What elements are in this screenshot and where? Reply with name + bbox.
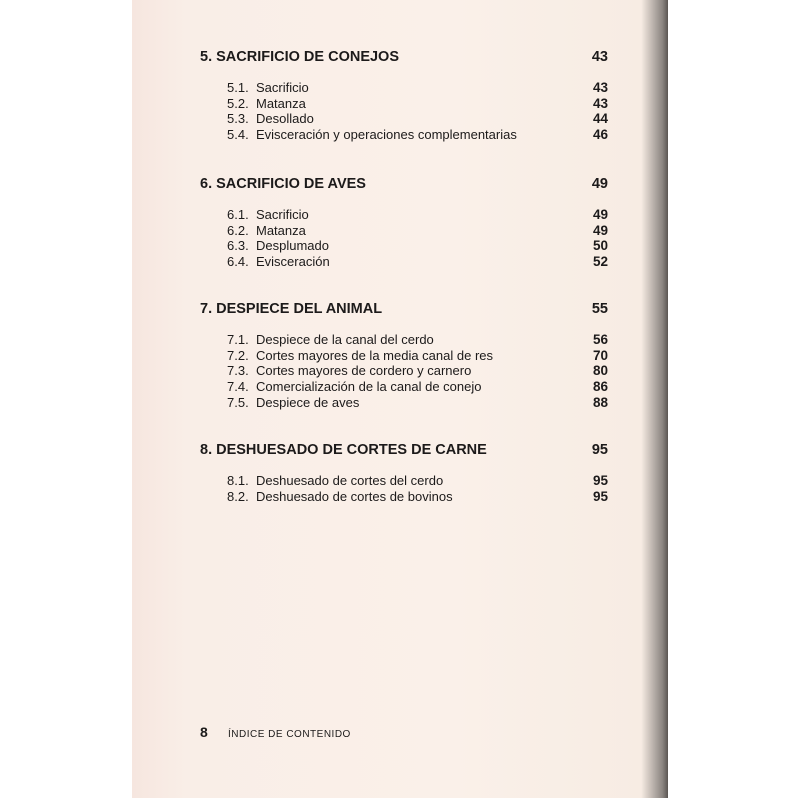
toc-entry [227,207,608,223]
entry-title: Comercialización de la canal de conejo [256,379,482,395]
entry-number: 6.2. [227,222,249,238]
toc-entry [227,363,608,379]
entry-page: 43 [592,80,608,95]
entry-page: 49 [592,222,608,238]
toc-entry [227,489,608,505]
entry-number: 7.2. [227,347,249,363]
toc-entry [227,254,608,270]
toc-entry [227,111,608,127]
entry-page: 50 [592,238,608,254]
toc-entry [227,473,608,489]
entry-number: 7.4. [227,379,249,395]
section-heading [200,48,608,66]
entry-number: 5.2. [227,95,249,111]
entry-title: Sacrificio [256,207,309,222]
running-title: ÍNDICE DE CONTENIDO [228,729,351,740]
entry-page: 56 [592,332,608,347]
entry-number: 5.1. [227,80,249,95]
entry-page: 95 [592,488,608,504]
entry-number: 8.2. [227,488,249,504]
entry-number: 8.1. [227,473,249,488]
entry-page: 49 [592,207,608,222]
entry-number: 5.3. [227,111,249,127]
section-page: 43 [591,49,608,65]
section-title: 5. SACRIFICIO DE CONEJOS [200,49,400,65]
section-title: 7. DESPIECE DEL ANIMAL [200,301,383,317]
entry-number: 7.5. [227,394,249,410]
page-number: 8 [200,724,208,740]
entry-title: Sacrificio [256,80,309,95]
section-page: 55 [591,301,608,317]
section-heading [200,300,608,318]
entry-title: Despiece de la canal del cerdo [256,332,434,347]
toc-entry [227,238,608,254]
entry-title: Desplumado [256,238,329,254]
entry-page: 80 [592,363,608,379]
entry-page: 88 [592,394,608,410]
entry-title: Cortes mayores de la media canal de res [256,347,494,363]
entry-page: 86 [592,379,608,395]
entry-title: Deshuesado de cortes de bovinos [256,488,453,504]
section-heading [200,175,608,193]
entry-title: Matanza [256,95,306,111]
entry-title: Despiece de aves [256,394,360,410]
entry-number: 6.4. [227,254,249,270]
entry-title: Deshuesado de cortes del cerdo [256,473,444,488]
entry-title: Desollado [256,111,314,127]
toc-section [200,48,608,143]
section-page: 49 [591,176,608,192]
toc-entry [227,223,608,239]
entry-number: 7.1. [227,332,249,347]
toc-section [200,441,608,504]
entry-page: 52 [592,254,608,270]
section-heading [200,441,608,459]
entry-number: 7.3. [227,363,249,379]
toc-entry [227,80,608,96]
section-page: 95 [591,442,608,458]
toc-entry [227,332,608,348]
section-title: 8. DESHUESADO DE CORTES DE CARNE [200,442,487,458]
entry-page: 70 [592,347,608,363]
entry-number: 5.4. [227,127,249,143]
entry-page: 95 [592,473,608,488]
toc-entry [227,127,608,143]
entry-title: Evisceración [256,254,330,270]
toc-section [200,300,608,410]
entry-title: Cortes mayores de cordero y carnero [256,363,472,379]
toc-entry [227,379,608,395]
section-title: 6. SACRIFICIO DE AVES [200,176,366,192]
entry-page: 46 [592,127,608,143]
toc-section [200,175,608,270]
toc-entry [227,348,608,364]
entry-page: 44 [592,111,608,127]
toc-entry [227,395,608,411]
entry-number: 6.1. [227,207,249,222]
entry-page: 43 [592,95,608,111]
toc-entry [227,96,608,112]
entry-number: 6.3. [227,238,249,254]
entry-title: Evisceración y operaciones complementarias [256,127,517,143]
entry-title: Matanza [256,222,306,238]
page-footer [200,724,351,740]
